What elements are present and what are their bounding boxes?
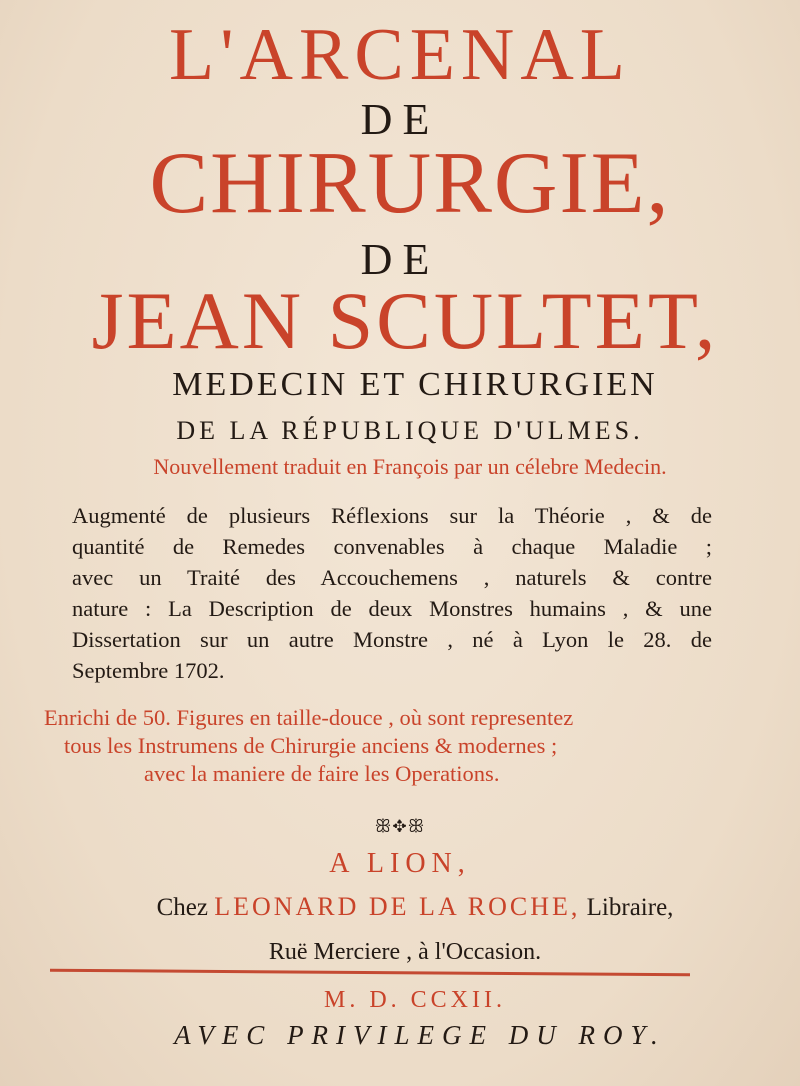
printer-ornament: ꕥ✥ꕥ	[374, 816, 426, 836]
title-line-de-2: DE	[360, 235, 440, 284]
author-origin: DE LA RÉPUBLIQUE D'ULMES.	[176, 416, 644, 445]
author-name: JEAN SCULTET,	[91, 275, 719, 366]
description-line: Septembre 1702.	[72, 658, 225, 683]
title-line-chirurgie: CHIRURGIE,	[149, 135, 671, 232]
title-line-de-1: DE	[360, 95, 440, 144]
description-paragraph	[72, 500, 712, 686]
description-line: quantité de Remedes convenables à chaque Maladie ;	[72, 534, 712, 559]
figures-line: Enrichi de 50. Figures en taille-douce , où sont representez	[44, 705, 574, 730]
imprint-role: Libraire,	[586, 894, 674, 921]
imprint-address: Ruë Merciere , à l'Occasion.	[268, 939, 542, 965]
author-profession: MEDECIN ET CHIRURGIEN	[172, 366, 658, 403]
figures-line: tous les Instrumens de Chirurgie anciens & modernes ;	[64, 733, 558, 758]
royal-privilege: AVEC PRIVILEGE DU ROY.	[174, 1020, 666, 1050]
divider-rule	[50, 969, 690, 976]
figures-paragraph	[44, 704, 714, 788]
imprint-publisher: LEONARD DE LA ROCHE,	[214, 892, 581, 921]
publication-date: M. D. CCXII.	[323, 987, 506, 1013]
imprint-chez: Chez	[156, 894, 208, 921]
description-line: Augmenté de plusieurs Réflexions sur la Théorie , & de	[72, 503, 712, 528]
imprint-city: A LION,	[329, 848, 471, 879]
figures-line: avec la maniere de faire les Operations.	[144, 761, 500, 786]
translation-note: Nouvellement traduit en François par un célebre Medecin.	[153, 454, 667, 479]
imprint-publisher-line	[30, 894, 800, 920]
description-line: nature : La Description de deux Monstres humains , & une	[72, 596, 712, 621]
description-line: Dissertation sur un autre Monstre , né à Lyon le 28. de	[72, 627, 712, 652]
title-line-arcenal: L'ARCENAL	[169, 14, 631, 96]
description-line: avec un Traité des Accouchemens , naturels & contre	[72, 565, 712, 590]
